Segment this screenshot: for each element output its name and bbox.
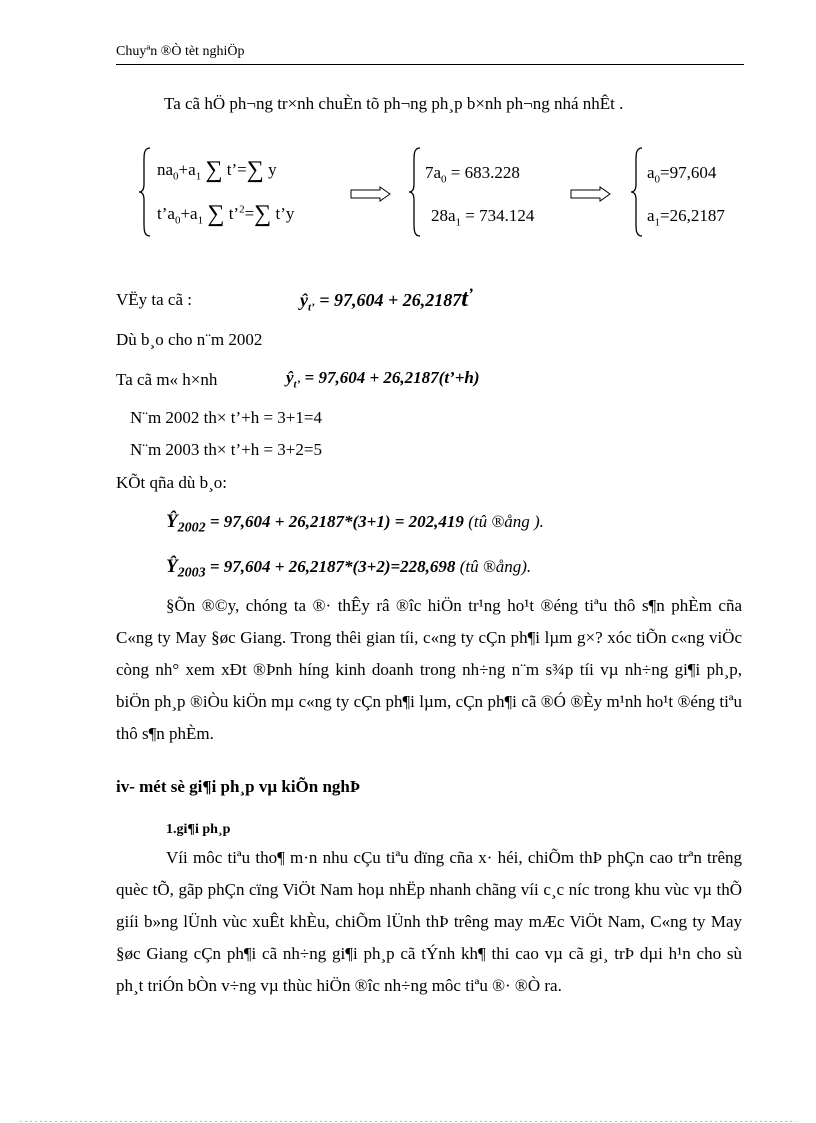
eq1-line1: $na_0+a_1$ ∑ t’=∑ y: [157, 157, 277, 183]
result-2003: $Ŷ_{2003} = 97,604 + 26,2187*(3+2)=228,698$ (tû ®ång).: [166, 556, 532, 581]
implies-arrow-icon: [350, 186, 392, 202]
page-bottom-border: [20, 1121, 796, 1122]
eq1-line2: $t’a_0+a_1$ ∑ t’$^2$=∑ t’y: [157, 201, 295, 227]
subheading: 1.gi¶i ph¸p: [166, 822, 231, 837]
left-brace-2: [408, 146, 422, 238]
eq3-line1: $a_0=97,604$: [647, 163, 717, 186]
section-heading: iv- mét sè gi¶i ph¸p vµ kiÕn nghÞ: [116, 777, 361, 796]
result-2002: $Ŷ_{2002} = 97,604 + 26,2187*(3+1) = 202,419$ (tû ®ång ).: [166, 511, 544, 536]
forecast-label: Dù b¸o cho n¨m 2002: [116, 330, 263, 349]
running-header: Chuyªn ®Ò tèt nghiÖp: [116, 44, 245, 59]
regression-model: $ŷ_{t’} = 97,604 + 26,2187t^’$: [300, 286, 474, 314]
model2-label: Ta cã m« h×nh: [116, 370, 218, 389]
eq2-line1: $7a_0 = 683.228$: [425, 163, 520, 186]
forecast-model: $ŷ_{t’} = 97,604$ + 26,2187(t’+h): [286, 368, 480, 391]
eq2-line2: $28a_1 = 734.124$: [431, 206, 535, 229]
year-line-2002: N¨m 2002 th× t’+h = 3+1=4: [130, 408, 322, 427]
model-label: VËy ta cã :: [116, 290, 192, 309]
header-rule: [116, 64, 744, 65]
paragraph-conclusion: §Õn ®©y, chóng ta ®· thÊy râ ®îc hiÖn tr¹ng ho¹t ®éng tiªu thô s¶n phÈm cña C«ng ty May §øc Giang. Trong thêi gian tíi, c«ng ty cÇn ph¶i lµm g×? xóc tiÕn c«ng viÖc còng nh° xem xÐt ®Þnh híng kinh doanh trong nh÷ng n¨m s¾p tíi vµ nh÷ng gi¶i ph¸p, biÖn ph¸p ®iÒu kiÖn mµ c«ng ty cÇn ph¶i lµm, cÇn ph¶i cã ®Ó ®Èy m¹nh ho¹t ®éng tiªu thô s¶n phÈm.: [116, 596, 742, 743]
year-line-2003: N¨m 2003 th× t’+h = 3+2=5: [130, 440, 322, 459]
left-brace-3: [630, 146, 644, 238]
implies-arrow-icon: [570, 186, 612, 202]
paragraph-solutions: Víi môc tiªu tho¶ m·n nhu cÇu tiªu dïng cña x· héi, chiÕm thÞ phÇn cao trªn trêng quèc tÕ, gãp phÇn cïng ViÖt Nam hoµ nhËp nhanh chãng víi c¸c níc trong khu vùc vµ thÕ giíi b»ng lÜnh vùc xuÊt khÈu, chiÕm lÜnh thÞ trêng may mÆc ViÖt Nam, C«ng ty May §øc Giang cÇn ph¶i cã nh÷ng gi¶i ph¸p cã tÝnh kh¶ thi cao vµ cã gi¸ trÞ dµi h¹n cho sù ph¸t triÓn bÒn v÷ng vµ thùc hiÖn ®îc nh÷ng môc tiªu ®· ®Ò ra.: [116, 848, 742, 995]
result-label: KÕt qña dù b¸o:: [116, 473, 227, 492]
eq3-line2: $a_1=26,2187$: [647, 206, 725, 229]
left-brace-1: [138, 146, 152, 238]
intro-text: Ta cã hÖ ph¬ng tr×nh chuÈn tõ ph¬ng ph¸p b×nh ph¬ng nhá nhÊt .: [164, 94, 624, 113]
